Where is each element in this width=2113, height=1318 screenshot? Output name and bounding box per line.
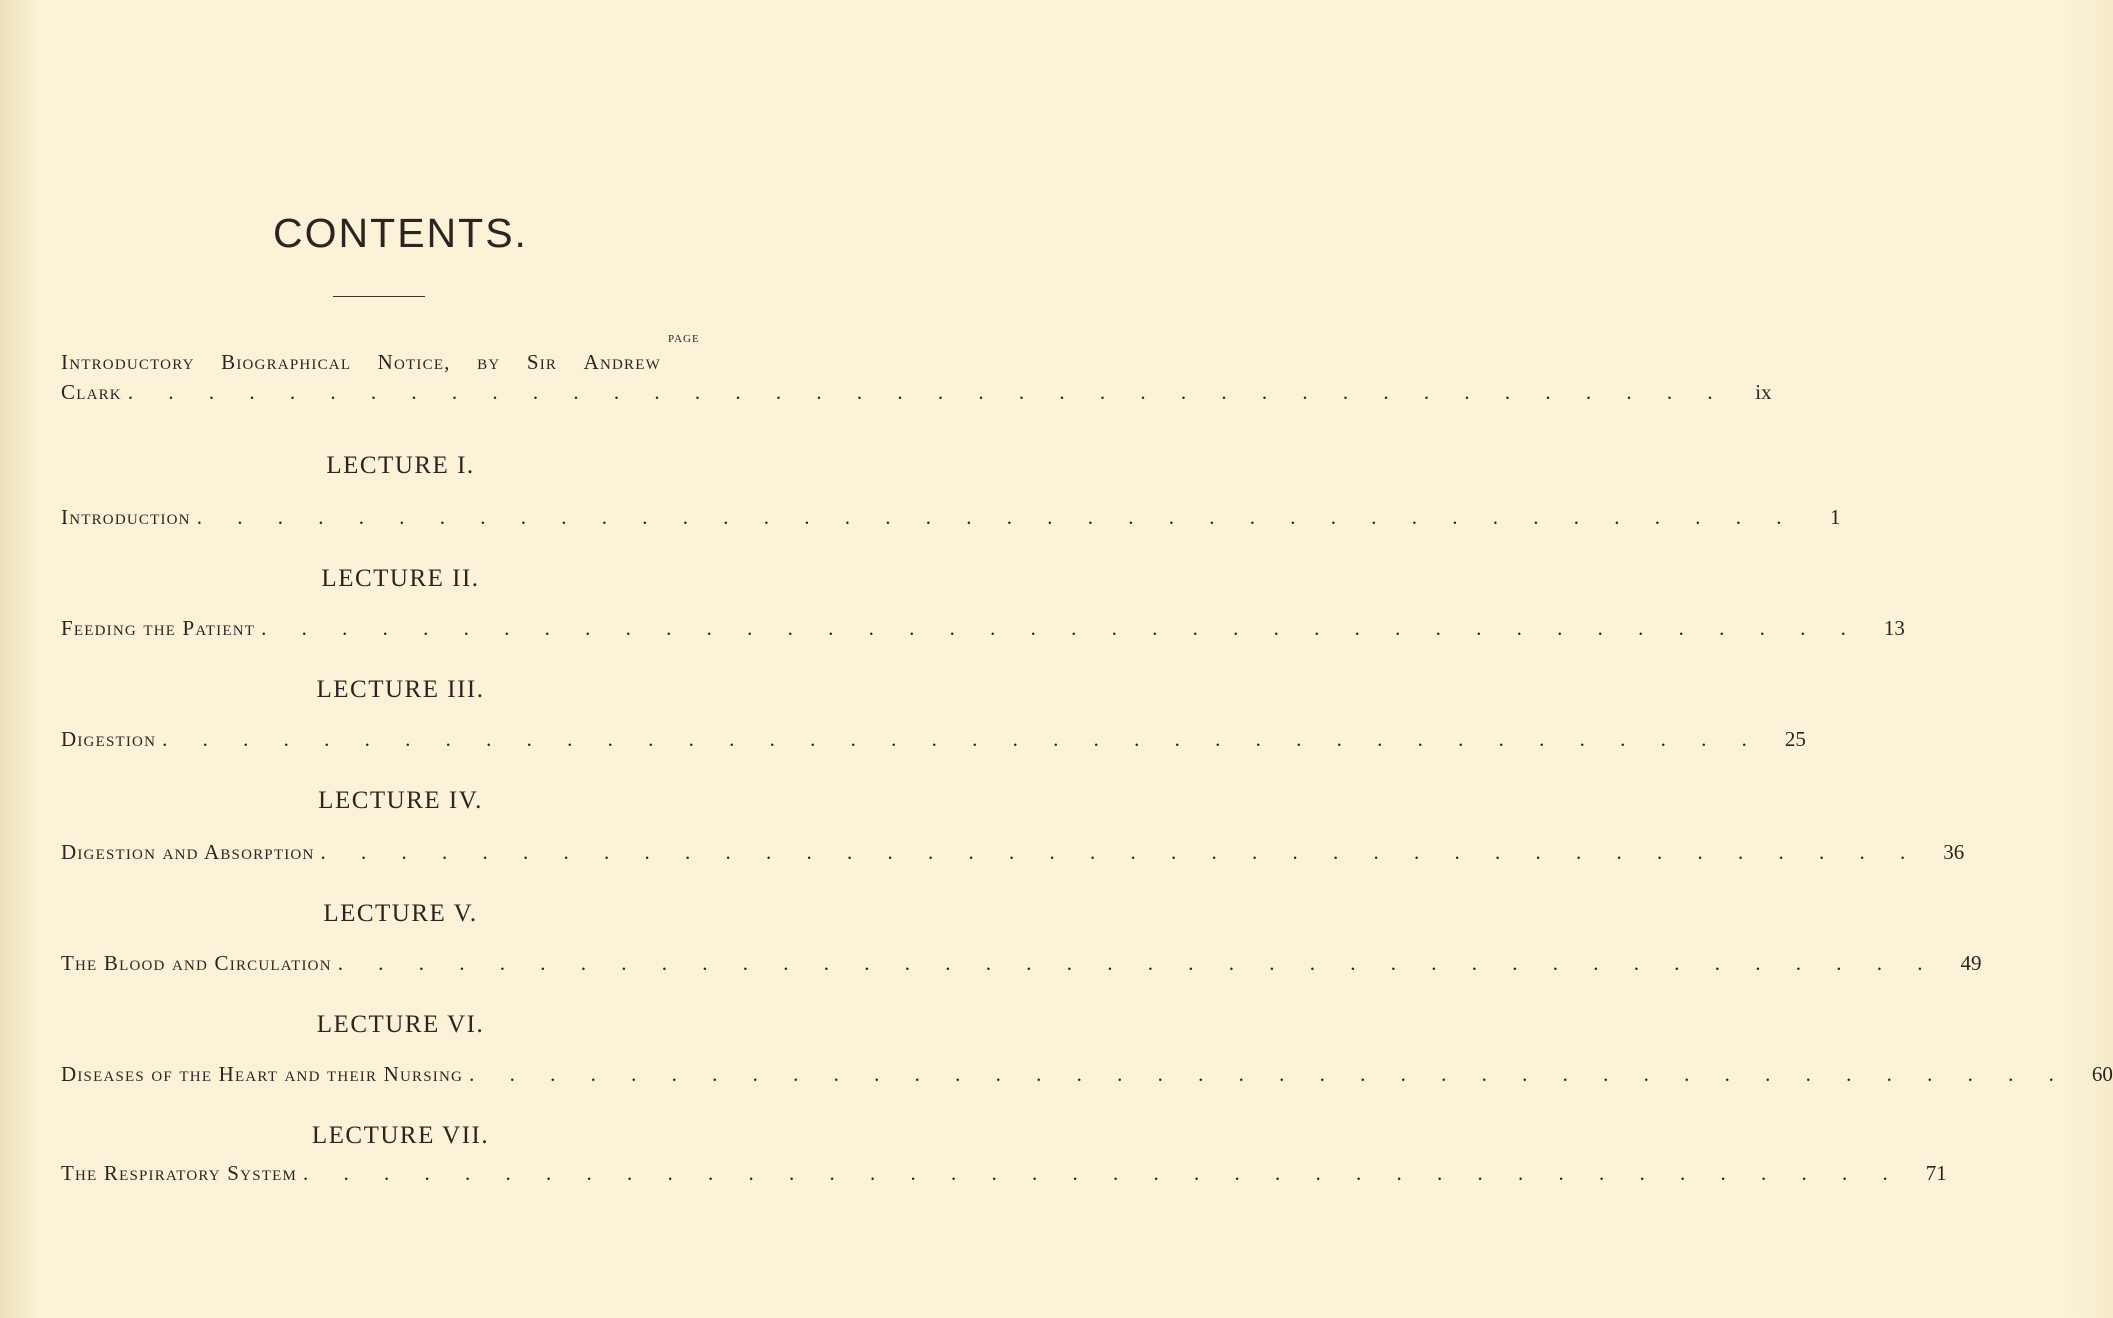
entry-title: The Blood and Circulation: [61, 951, 332, 975]
leader-dots: . . . . . . . . . . . . . . . . . . . . . . . . . . . . . . . . . . . . . . . .: [303, 1161, 1903, 1185]
intro-word: Introductory: [61, 350, 195, 374]
entry-page-number: 25: [1784, 727, 1806, 751]
lecture-heading: LECTURE VII.: [311, 1122, 490, 1149]
intro-word: Notice,: [377, 350, 451, 374]
toc-entry: [61, 1062, 2113, 1087]
page-title: CONTENTS.: [273, 210, 528, 256]
leader-dots: . . . . . . . . . . . . . . . . . . . . . . . . . . . . . . . . . . . . . . . .: [337, 951, 1938, 975]
entry-page-number: ix: [1755, 380, 1772, 404]
entry-title: Feeding the Patient: [61, 616, 256, 640]
leader-dots: . . . . . . . . . . . . . . . . . . . . . . . . . . . . . . . . . . . . . . . .: [162, 727, 1762, 751]
toc-entry: [61, 1161, 1947, 1186]
intro-word: Biographical: [221, 350, 352, 374]
leader-dots: . . . . . . . . . . . . . . . . . . . . . . . . . . . . . . . . . . . . . . . .: [320, 840, 1921, 864]
entry-title: Digestion: [61, 727, 157, 751]
toc-entry: [61, 951, 1982, 976]
entry-page-number: 71: [1925, 1161, 1947, 1185]
entry-title: Digestion and Absorption: [61, 840, 315, 864]
entry-page-number: 49: [1960, 951, 1982, 975]
intro-entry-line-2: [61, 380, 1772, 405]
lecture-heading: LECTURE I.: [326, 452, 475, 479]
entry-page-number: 60: [2091, 1062, 2113, 1086]
title-rule: [333, 296, 425, 297]
entry-page-number: 36: [1943, 840, 1965, 864]
lecture-heading: LECTURE III.: [316, 676, 485, 703]
toc-entry: [61, 840, 1965, 865]
lecture-heading: LECTURE VI.: [316, 1011, 485, 1038]
entry-title: Clark: [61, 380, 122, 404]
intro-word: Andrew: [583, 350, 661, 374]
entry-page-number: 13: [1883, 616, 1905, 640]
intro-word: Sir: [526, 350, 558, 374]
entry-page-number: 1: [1829, 505, 1841, 529]
entry-title: The Respiratory System: [61, 1161, 297, 1185]
toc-entry: [61, 727, 1806, 752]
lecture-heading: LECTURE IV.: [318, 787, 483, 814]
lecture-heading: LECTURE V.: [323, 900, 478, 927]
toc-entry: [61, 616, 1905, 641]
entry-title: Diseases of the Heart and their Nursing: [61, 1062, 464, 1086]
lecture-heading: LECTURE II.: [321, 565, 480, 592]
toc-entry: [61, 505, 1841, 530]
leader-dots: . . . . . . . . . . . . . . . . . . . . . . . . . . . . . . . . . . . . . . . .: [196, 505, 1797, 529]
intro-entry-line-1: [61, 350, 661, 375]
leader-dots: . . . . . . . . . . . . . . . . . . . . . . . . . . . . . . . . . . . . . . . .: [469, 1062, 2069, 1086]
page-column-label: PAGE: [668, 333, 700, 345]
leader-dots: . . . . . . . . . . . . . . . . . . . . . . . . . . . . . . . . . . . . . . . .: [261, 616, 1861, 640]
entry-title: Introduction: [61, 505, 191, 529]
intro-word: by: [477, 350, 501, 374]
leader-dots: . . . . . . . . . . . . . . . . . . . . . . . . . . . . . . . . . . . . . . . .: [127, 380, 1728, 404]
